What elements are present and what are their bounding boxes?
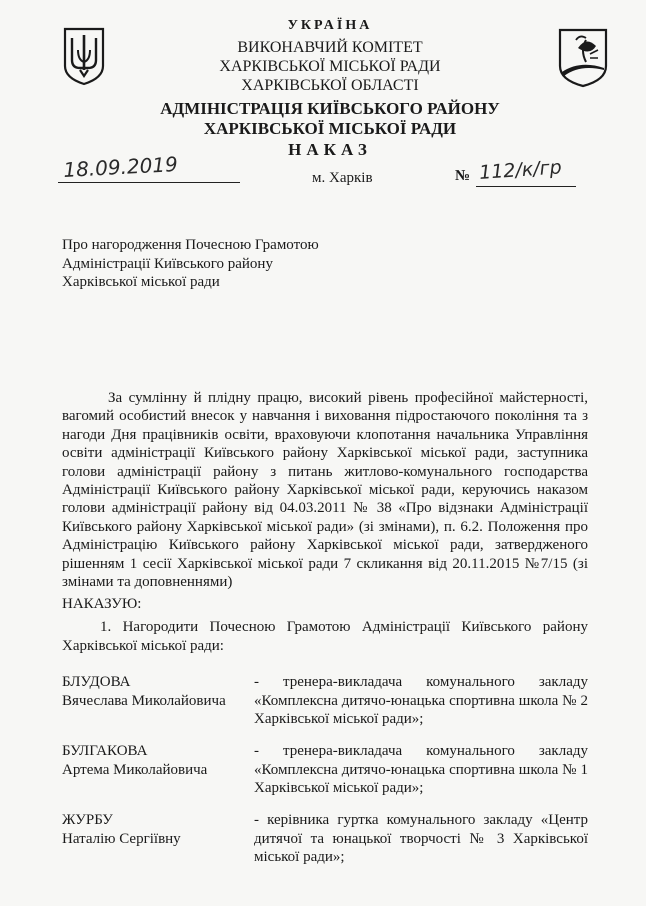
preamble-paragraph: За сумлінну й плідну працю, високий рівень професійної майстерності, вагомий особистий внесок у навчання і виховання підростаючого покоління та з нагоди Дня працівників освіти, враховуючи клопотання начальника Управління освіти адміністрації Київського району Харківської міської ради, заступника голови адміністрації району з питань житлово-комунального господарства Адміністрації Київського району Харківської міської ради, керуючись наказом голови адміністрації району від 04.03.2011 № 38 «Про відзнаки Адміністрації Київського району Харківської міської ради» (зі змінами), п. 6.2. Положення про Адміністрацію Київського району Харківської міської ради, затвердженого рішенням 1 сесії Харківської міської ради 7 скликання від 20.11.2015 №7/15 (зі змінами та доповненнями) <box>62 390 588 591</box>
recipient-given-name: Наталію Сергіївну <box>62 830 181 847</box>
recipient-surname: БУЛГАКОВА <box>62 743 148 759</box>
administration-heading <box>120 99 540 139</box>
city-label: м. Харків <box>312 170 373 186</box>
executive-committee-line: ХАРКІВСЬКОЇ ОБЛАСТІ <box>241 77 419 94</box>
recipient-given-name: Артема Миколайовича <box>62 761 208 778</box>
recipient-name <box>62 742 252 779</box>
recipient-given-name: Вячеслава Миколайовича <box>62 692 226 709</box>
order-word: НАКАЗУЮ: <box>62 596 142 612</box>
order-subject: Про нагородження Почесною Грамотою Адміністрації Київського району Харківської міської ради <box>62 237 319 290</box>
date-underline <box>58 182 240 183</box>
executive-committee-line: ВИКОНАВЧИЙ КОМІТЕТ <box>237 39 423 56</box>
handwritten-number: 112/к/гр <box>478 156 563 184</box>
order-item-1: 1. Нагородити Почесною Грамотою Адміністрації Київського району Харківської міської ради: <box>62 619 588 654</box>
recipient-surname: ЖУРБУ <box>62 812 113 828</box>
recipient-description: - керівника гуртка комунального закладу «Центр дитячої та юнацької творчості № 3 Харківської міської ради»; <box>254 812 588 865</box>
administration-line: ХАРКІВСЬКОЇ МІСЬКОЇ РАДИ <box>203 119 457 138</box>
country-name: УКРАЇНА <box>287 18 373 33</box>
recipient-name <box>62 811 252 848</box>
trident-coat-of-arms-icon <box>62 26 106 86</box>
administration-line: АДМІНІСТРАЦІЯ КИЇВСЬКОГО РАЙОНУ <box>160 99 500 118</box>
executive-committee-line: ХАРКІВСЬКОЇ МІСЬКОЇ РАДИ <box>219 58 441 75</box>
recipient-description: - тренера-викладача комунального закладу «Комплексна дитячо-юнацька спортивна школа № 1 Харківської міської ради»; <box>254 743 588 796</box>
executive-committee-heading <box>120 38 540 95</box>
document-type-title: НАКАЗ <box>288 140 372 159</box>
kharkiv-coat-of-arms-icon <box>556 26 610 88</box>
number-underline <box>476 186 576 187</box>
recipient-surname: БЛУДОВА <box>62 674 131 690</box>
recipient-name <box>62 673 252 710</box>
recipient-description: - тренера-викладача комунального закладу «Комплексна дитячо-юнацька спортивна школа № 2 Харківської міської ради»; <box>254 674 588 727</box>
handwritten-date: 18.09.2019 <box>62 152 179 182</box>
number-label: № <box>455 168 471 184</box>
